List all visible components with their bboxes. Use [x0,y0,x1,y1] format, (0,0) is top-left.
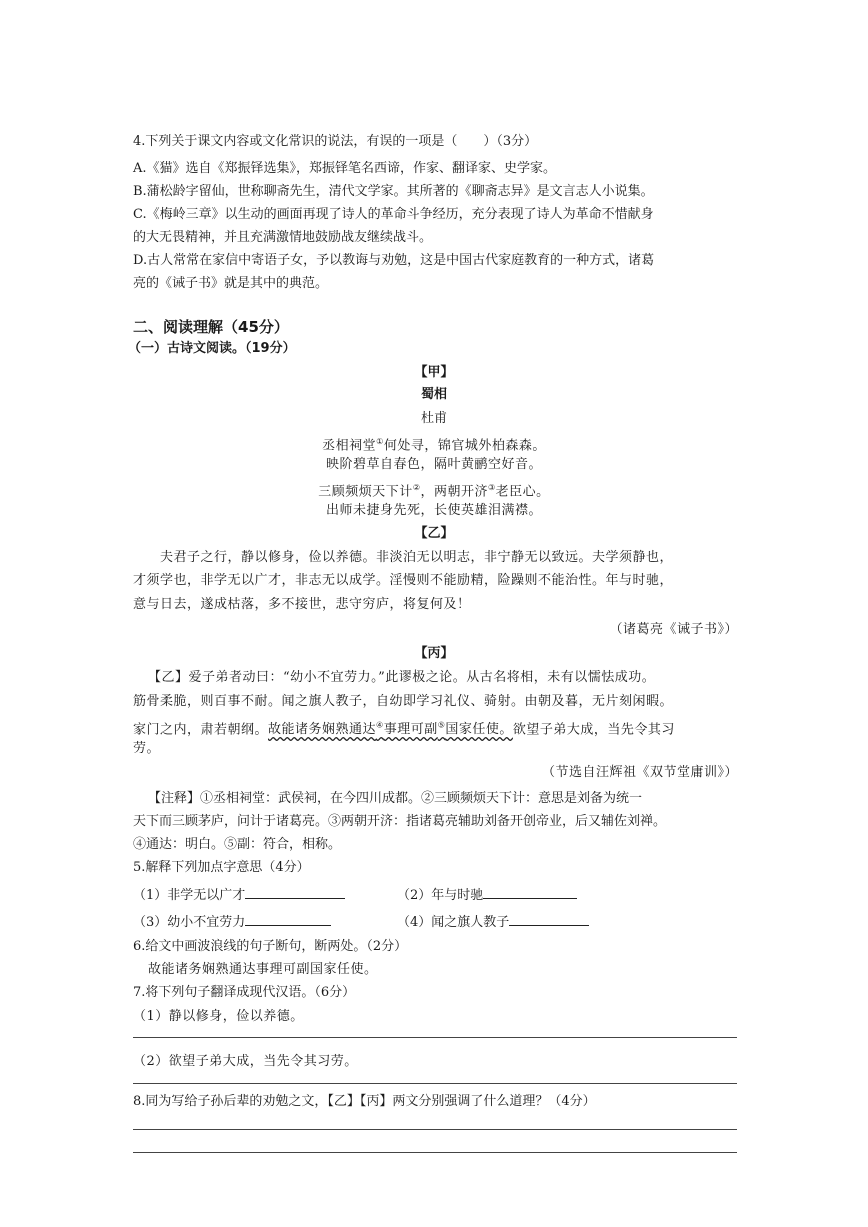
q6-sentence: 故能诸务娴熟通达事理可副国家任使。 [148,962,378,977]
passage-bing-line-4: 劳。 [133,741,161,756]
q4-stem: 4.下列关于课文内容或文化常识的说法，有误的一项是（ ）（3分） [133,134,538,149]
notes-line-2: 天下而三顾茅庐，问计于诸葛亮。③两朝开济：指诸葛亮辅助刘备开创帝业，后又辅佐刘禅。 [133,814,667,829]
passage-yi-source: （诸葛亮《诫子书》） [609,622,738,637]
passage-bing-source: （节选自汪辉祖《双节堂庸训》） [541,765,738,780]
notes-line-3: ④通达：明白。⑤副：符合，相称。 [133,837,342,852]
poem-line-3: 三顾频烦天下计②，两朝开济③老臣心。 [318,483,550,500]
q5-item-1: （1）非学无以广才 [133,884,345,905]
q5-item-4: （4）闻之旗人教子 [397,911,589,932]
q8-stem: 8.同为写给子孙后辈的劝勉之文，【乙】【丙】两文分别强调了什么道理？（4分） [133,1094,596,1109]
poem-line-2: 映阶碧草自春色，隔叶黄鹂空好音。 [325,457,542,472]
q4-option-c-line2: 的大无畏精神，并且充满激情地鼓励战友继续战斗。 [133,230,433,245]
answer-blank[interactable] [509,911,589,926]
q4-option-d-line2: 亮的《诫子书》就是其中的典范。 [133,276,329,291]
q5-item-2: （2）年与时驰 [397,884,577,905]
q4-option-b: B.蒲松龄字留仙，世称聊斋先生，清代文学家。其所著的《聊斋志异》是文言志人小说集。 [133,184,654,199]
q4-option-d-line1: D.古人常常在家信中寄语子女，予以教诲与劝勉，这是中国古代家庭教育的一种方式，诸葛 [133,253,655,268]
answer-line[interactable] [133,1152,737,1153]
passage-jia-mark: 【甲】 [414,365,454,380]
q7-item-2: （2）欲望子弟大成，当先令其习劳。 [133,1054,358,1069]
passage-bing-line-1: 【乙】爱子弟者动曰：“幼小不宜劳力。”此谬极之论。从古名将相，未有以懦怯成功。 [148,670,656,685]
q5-item-3: （3）幼小不宜劳力 [133,911,331,932]
poem-line-4: 出师未捷身先死，长使英雄泪满襟。 [325,503,542,518]
answer-blank[interactable] [245,884,345,899]
q7-item-1: （1）静以修身，俭以养德。 [133,1009,304,1024]
poem-title: 蜀相 [420,387,447,402]
notes-line-1: 【注释】①丞相祠堂：武侯祠，在今四川成都。②三顾频烦天下计：意思是刘备为统一 [148,791,643,806]
wavy-underlined-sentence: 故能诸务娴熟通达④事理可副⑤国家任使。 [268,721,513,738]
q5-stem: 5.解释下列加点字意思（4分） [133,860,310,875]
answer-line[interactable] [133,1083,737,1084]
passage-bing-line-3: 家门之内，肃若朝纲。故能诸务娴熟通达④事理可副⑤国家任使。欲望子弟大成，当先令其习 [133,721,675,738]
passage-bing-line-2: 筋骨柔脆，则百事不耐。闻之旗人教子，自幼即学习礼仪、骑射。由朝及暮，无片刻闲暇。 [133,694,674,709]
poem-line-1: 丞相祠堂①何处寻，锦官城外柏森森。 [322,437,546,454]
q4-option-c-line1: C.《梅岭三章》以生动的画面再现了诗人的革命斗争经历，充分表现了诗人为革命不惜献身 [133,207,654,222]
passage-yi-line-2: 才须学也，非学无以广才，非志无以成学。淫慢则不能励精，险躁则不能治性。年与时驰， [133,573,674,588]
passage-yi-mark: 【乙】 [414,526,454,541]
subsection-title: （一）古诗文阅读。（19分） [128,341,296,356]
answer-blank[interactable] [245,911,331,926]
passage-yi-line-3: 意与日去，遂成枯落，多不接世，悲守穷庐，将复何及！ [133,597,471,612]
passage-bing-mark: 【丙】 [414,646,454,661]
q6-stem: 6.给文中画波浪线的句子断句，断两处。（2分） [133,939,408,954]
section-title: 二、阅读理解（45分） [133,318,289,336]
answer-line[interactable] [133,1037,737,1038]
answer-line[interactable] [133,1129,737,1130]
q7-stem: 7.将下列句子翻译成现代汉语。（6分） [133,985,356,1000]
poem-author: 杜甫 [420,411,447,426]
passage-yi-line-1: 夫君子之行，静以修身，俭以养德。非淡泊无以明志，非宁静无以致远。夫学须静也， [160,550,674,565]
answer-blank[interactable] [483,884,577,899]
q4-option-a: A.《猫》选自《郑振铎选集》，郑振铎笔名西谛，作家、翻译家、史学家。 [133,161,557,176]
